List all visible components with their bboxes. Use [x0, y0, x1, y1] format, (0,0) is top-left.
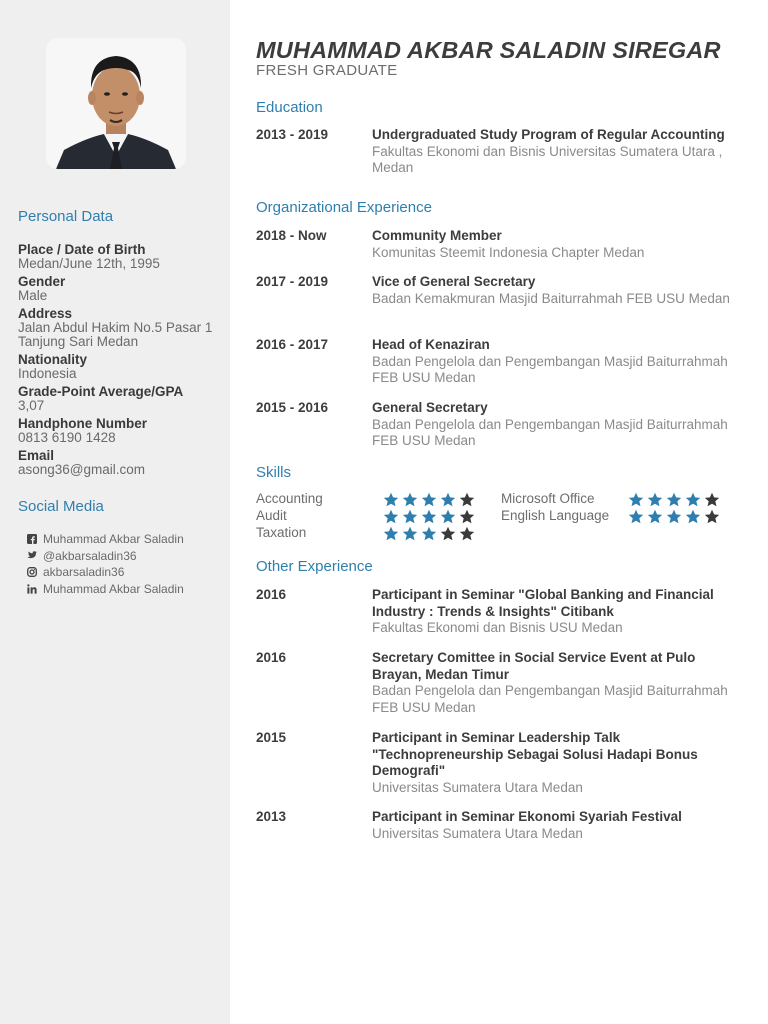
star-filled-icon [402, 492, 418, 508]
social-linkedin[interactable] [26, 581, 184, 598]
skill-rating [628, 492, 720, 508]
star-filled-icon [421, 509, 437, 525]
pd-value-phone: 0813 6190 1428 [18, 430, 116, 445]
social-twitter-label: @akbarsaladin36 [43, 548, 137, 563]
entry-title: Undergraduated Study Program of Regular Accounting [372, 127, 725, 142]
skill-name: Accounting [256, 491, 323, 506]
star-filled-icon [402, 509, 418, 525]
entry-body [372, 127, 747, 177]
star-filled-icon [440, 492, 456, 508]
social-linkedin-label: Muhammad Akbar Saladin [43, 581, 184, 596]
entry-subtitle: Universitas Sumatera Utara Medan [372, 779, 583, 795]
star-filled-icon [383, 492, 399, 508]
entry-subtitle: Fakultas Ekonomi dan Bisnis Universitas Sumatera Utara , Medan [372, 143, 723, 175]
star-empty-icon [704, 509, 720, 525]
entry-body [372, 274, 747, 307]
star-filled-icon [383, 509, 399, 525]
sidebar [0, 0, 230, 1024]
star-empty-icon [440, 526, 456, 542]
entry-year: 2016 - 2017 [256, 337, 329, 352]
skill-rating [383, 526, 475, 542]
skill-name: English Language [501, 508, 610, 523]
pd-value-address: Jalan Abdul Hakim No.5 Pasar 1 Tanjung Sari Medan [18, 320, 213, 349]
entry-subtitle: Badan Pengelola dan Pengembangan Masjid Baiturrahmah FEB USU Medan [372, 353, 728, 385]
entry-title: Participant in Seminar Ekonomi Syariah Festival [372, 809, 682, 824]
candidate-subtitle: FRESH GRADUATE [256, 62, 398, 79]
social-list [26, 531, 184, 597]
star-filled-icon [647, 492, 663, 508]
pd-value-gender: Male [18, 288, 48, 303]
entry-body [372, 650, 747, 716]
star-filled-icon [666, 492, 682, 508]
pd-label-nationality: Nationality [18, 352, 88, 367]
organizational-title: Organizational Experience [256, 199, 432, 216]
profile-photo [46, 38, 186, 169]
star-filled-icon [628, 492, 644, 508]
education-title: Education [256, 99, 323, 116]
other-experience-title: Other Experience [256, 558, 373, 575]
skills-title: Skills [256, 464, 292, 481]
star-filled-icon [647, 509, 663, 525]
entry-title: Secretary Comittee in Social Service Event at Pulo Brayan, Medan Timur [372, 650, 696, 682]
entry-body [372, 587, 747, 637]
entry-year: 2013 - 2019 [256, 127, 329, 142]
skill-name: Taxation [256, 525, 307, 540]
entry-year: 2016 [256, 587, 287, 602]
instagram-icon [26, 567, 37, 578]
star-filled-icon [666, 509, 682, 525]
star-filled-icon [440, 509, 456, 525]
social-facebook[interactable] [26, 531, 184, 548]
entry-year: 2013 [256, 809, 287, 824]
entry-year: 2017 - 2019 [256, 274, 329, 289]
entry-body [372, 228, 747, 261]
pd-value-email: asong36@gmail.com [18, 462, 146, 477]
star-empty-icon [459, 526, 475, 542]
pd-label-gpa: Grade-Point Average/GPA [18, 384, 184, 399]
star-filled-icon [421, 492, 437, 508]
twitter-icon [26, 550, 37, 561]
candidate-name: MUHAMMAD AKBAR SALADIN SIREGAR [256, 37, 721, 63]
entry-title: Head of Kenaziran [372, 337, 490, 352]
entry-title: General Secretary [372, 400, 488, 415]
star-empty-icon [459, 509, 475, 525]
social-instagram-label: akbarsaladin36 [43, 565, 125, 580]
social-twitter[interactable] [26, 548, 184, 565]
entry-year: 2015 [256, 730, 287, 745]
entry-subtitle: Badan Kemakmuran Masjid Baiturrahmah FEB USU Medan [372, 290, 730, 306]
entry-subtitle: Komunitas Steemit Indonesia Chapter Medan [372, 244, 645, 260]
facebook-icon [26, 534, 37, 545]
linkedin-icon [26, 583, 37, 594]
pd-label-birth: Place / Date of Birth [18, 242, 146, 257]
star-filled-icon [402, 526, 418, 542]
skill-rating [383, 509, 475, 525]
star-filled-icon [628, 509, 644, 525]
profile-photo-illustration [46, 38, 186, 169]
entry-body [372, 730, 747, 796]
entry-subtitle: Badan Pengelola dan Pengembangan Masjid Baiturrahmah FEB USU Medan [372, 416, 728, 448]
social-facebook-label: Muhammad Akbar Saladin [43, 532, 184, 547]
entry-title: Participant in Seminar Leadership Talk "Technopreneurship Sebagai Solusi Hadapi Bonus Demografi" [372, 730, 698, 778]
entry-body [372, 400, 747, 450]
entry-title: Participant in Seminar "Global Banking and Financial Industry : Trends & Insights" Citibank [372, 587, 714, 619]
skill-rating [628, 509, 720, 525]
star-filled-icon [685, 509, 701, 525]
entry-year: 2018 - Now [256, 228, 327, 243]
star-filled-icon [421, 526, 437, 542]
star-filled-icon [383, 526, 399, 542]
personal-data-list [18, 242, 223, 477]
entry-body [372, 337, 747, 387]
social-media-title: Social Media [18, 498, 104, 515]
entry-subtitle: Universitas Sumatera Utara Medan [372, 825, 583, 841]
pd-value-birth: Medan/June 12th, 1995 [18, 256, 160, 271]
entry-year: 2015 - 2016 [256, 400, 329, 415]
skill-name: Microsoft Office [501, 491, 595, 506]
entry-title: Vice of General Secretary [372, 274, 536, 289]
pd-label-gender: Gender [18, 274, 66, 289]
pd-label-address: Address [18, 306, 73, 321]
entry-subtitle: Badan Pengelola dan Pengembangan Masjid Baiturrahmah FEB USU Medan [372, 683, 728, 715]
star-empty-icon [704, 492, 720, 508]
social-instagram[interactable] [26, 564, 184, 581]
pd-label-phone: Handphone Number [18, 416, 148, 431]
entry-subtitle: Fakultas Ekonomi dan Bisnis USU Medan [372, 620, 623, 635]
entry-body [372, 809, 747, 842]
pd-value-nationality: Indonesia [18, 366, 77, 381]
entry-title: Community Member [372, 228, 502, 243]
skill-rating [383, 492, 475, 508]
pd-label-email: Email [18, 448, 55, 463]
star-filled-icon [685, 492, 701, 508]
entry-year: 2016 [256, 650, 287, 665]
star-empty-icon [459, 492, 475, 508]
personal-data-title: Personal Data [18, 208, 114, 225]
skill-name: Audit [256, 508, 287, 523]
pd-value-gpa: 3,07 [18, 398, 45, 413]
